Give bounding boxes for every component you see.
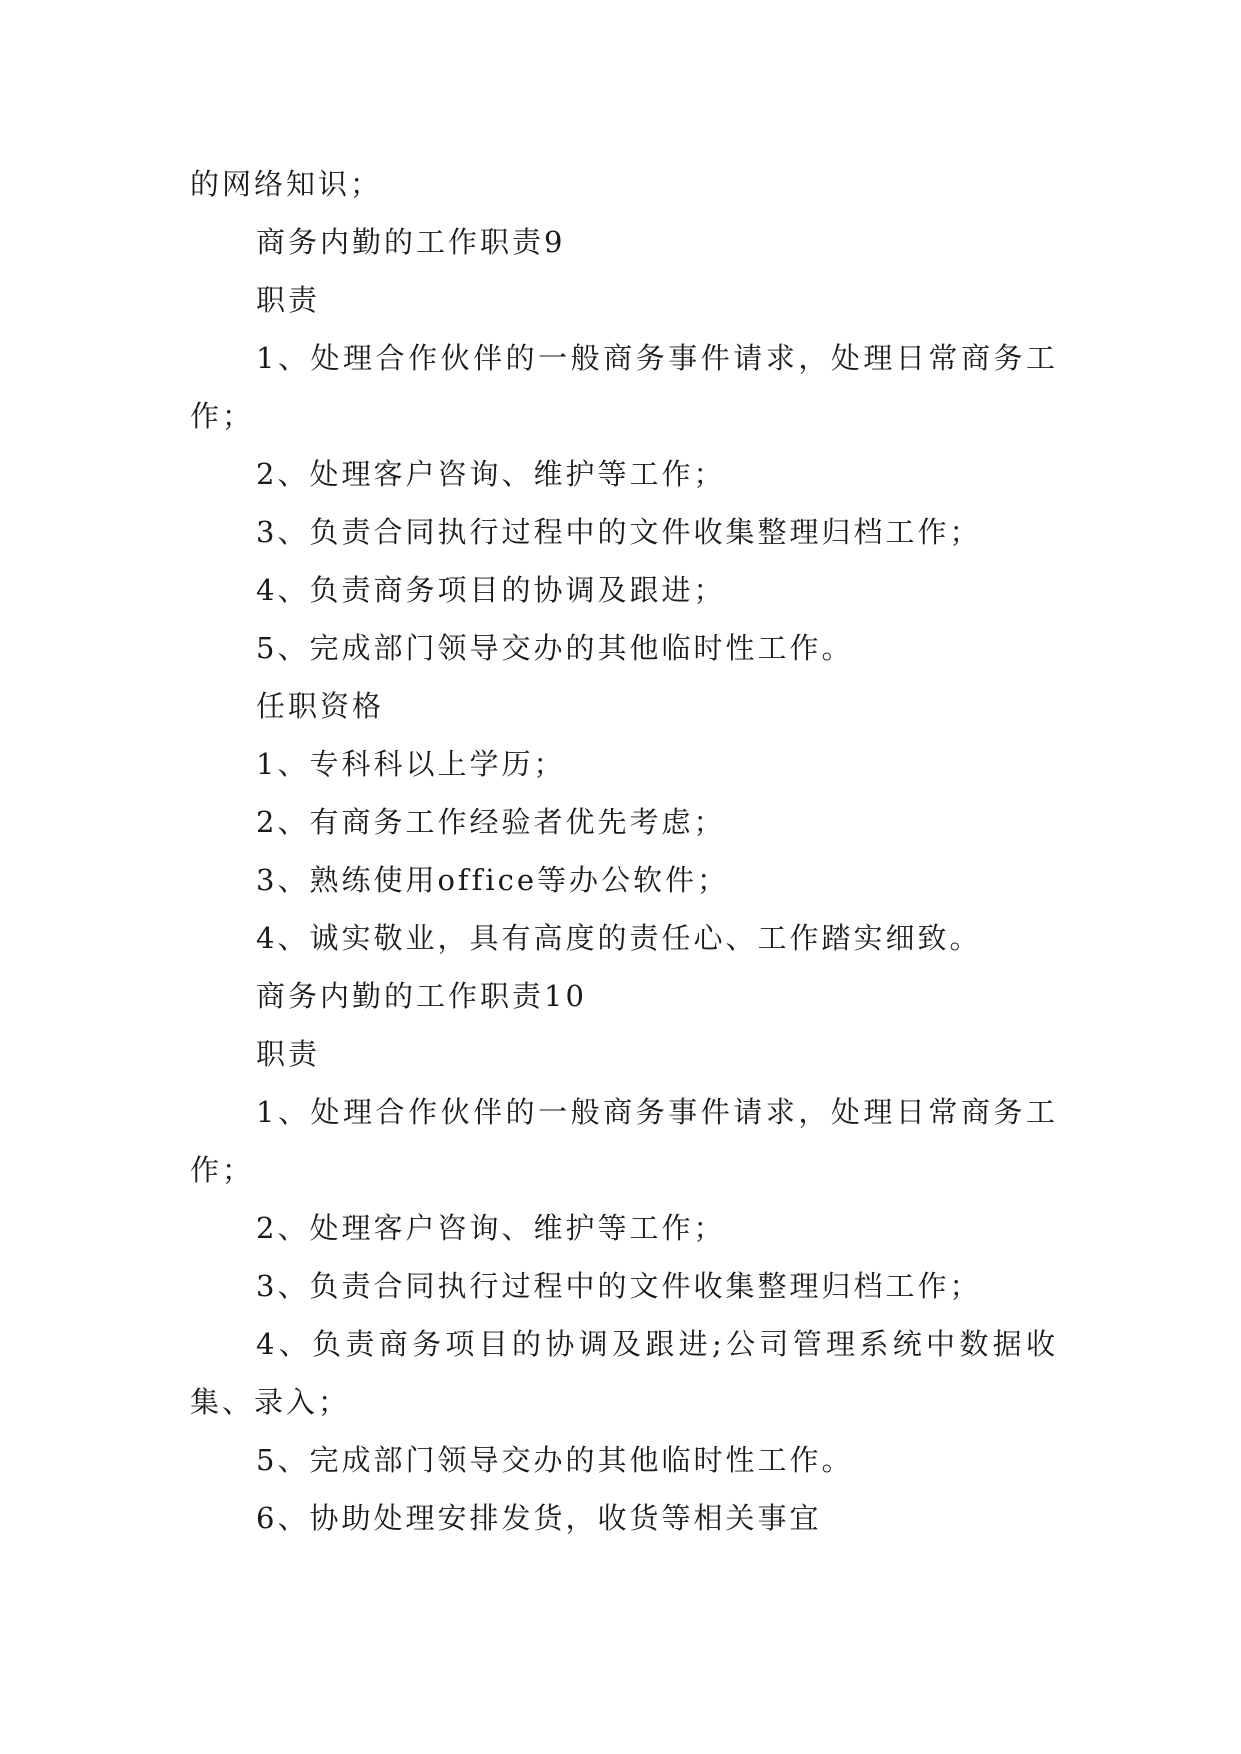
list-item: 1、处理合作伙伴的一般商务事件请求，处理日常商务工作； — [190, 341, 1058, 433]
paragraph: 的网络知识； — [190, 167, 383, 201]
list-item: 1、处理合作伙伴的一般商务事件请求，处理日常商务工作； — [190, 1095, 1058, 1187]
list-item: 3、负责合同执行过程中的文件收集整理归档工作； — [256, 1269, 982, 1303]
subsection-heading: 任职资格 — [256, 689, 385, 723]
list-item: 1、专科科以上学历； — [256, 747, 566, 781]
list-item: 2、有商务工作经验者优先考虑； — [256, 805, 726, 839]
list-item: 5、完成部门领导交办的其他临时性工作。 — [256, 631, 854, 665]
list-item: 4、负责商务项目的协调及跟进;公司管理系统中数据收集、录入； — [190, 1327, 1058, 1419]
subsection-heading: 职责 — [256, 1037, 321, 1071]
list-item: 6、协助处理安排发货，收货等相关事宜 — [256, 1501, 822, 1535]
list-item: 3、负责合同执行过程中的文件收集整理归档工作； — [256, 515, 982, 549]
list-item: 2、处理客户咨询、维护等工作； — [256, 1211, 726, 1245]
list-item: 2、处理客户咨询、维护等工作； — [256, 457, 726, 491]
list-item: 4、诚实敬业，具有高度的责任心、工作踏实细致。 — [256, 921, 982, 955]
document-body — [190, 155, 1058, 1547]
list-item: 4、负责商务项目的协调及跟进； — [256, 573, 726, 607]
section-heading: 商务内勤的工作职责9 — [256, 225, 566, 259]
list-item: 3、熟练使用office等办公软件； — [256, 863, 730, 897]
list-item: 5、完成部门领导交办的其他临时性工作。 — [256, 1443, 854, 1477]
subsection-heading: 职责 — [256, 283, 321, 317]
section-heading: 商务内勤的工作职责10 — [256, 979, 587, 1013]
